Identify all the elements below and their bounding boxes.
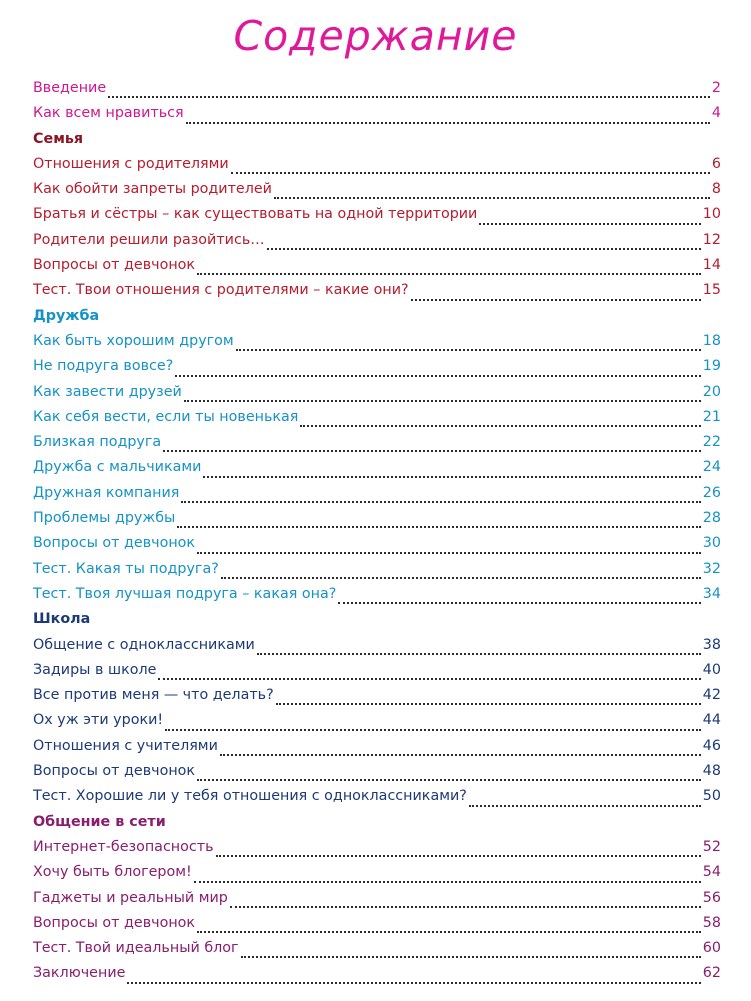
- toc-entry-page: 50: [702, 788, 721, 805]
- toc-entry-title: Как обойти запреты родителей: [33, 181, 272, 198]
- toc-entry-page: 42: [702, 687, 721, 704]
- toc-entry-title: Вопросы от девчонок: [33, 914, 196, 931]
- toc-entry-title: Братья и сёстры – как существовать на одной территории: [33, 206, 478, 223]
- dot-leader: [411, 279, 701, 301]
- toc-entry-title: Проблемы дружбы: [33, 510, 176, 527]
- toc-entry-page: 12: [702, 231, 721, 248]
- toc-entry-page: 32: [702, 560, 721, 577]
- toc-entry[interactable]: [33, 177, 721, 202]
- toc-entry-page: 52: [702, 838, 721, 855]
- toc-entry-title: Дружба с мальчиками: [33, 459, 202, 476]
- toc-entry[interactable]: [33, 633, 721, 658]
- toc-entry[interactable]: [33, 784, 721, 809]
- toc-entry-title: Гаджеты и реальный мир: [33, 889, 228, 906]
- toc-entry-page: 15: [702, 282, 721, 299]
- toc-entry-page: 44: [702, 712, 721, 729]
- toc-entry-title: Общение с одноклассниками: [33, 636, 255, 653]
- toc-entry[interactable]: [33, 152, 721, 177]
- toc-entry[interactable]: [33, 531, 721, 556]
- toc-entry-page: 19: [702, 358, 721, 375]
- dot-leader: [230, 886, 701, 908]
- toc-entry[interactable]: [33, 405, 721, 430]
- toc-entry-page: 18: [702, 332, 721, 349]
- toc-entry[interactable]: [33, 911, 721, 936]
- toc-entry-page: 28: [702, 510, 721, 527]
- toc-entry-page: 2: [711, 80, 721, 96]
- dot-leader: [194, 861, 701, 883]
- toc-entry-page: 20: [702, 383, 721, 400]
- toc-entry-title: Родители решили разойтись…: [33, 231, 265, 248]
- toc-entry-page: 6: [711, 155, 721, 172]
- toc-entry[interactable]: [33, 253, 721, 278]
- toc-entry[interactable]: [33, 228, 721, 253]
- dot-leader: [338, 582, 700, 604]
- dot-leader: [197, 253, 701, 275]
- toc-entry-title: Ох уж эти уроки!: [33, 712, 164, 729]
- dot-leader: [220, 734, 701, 756]
- toc-entry-title: Заключение: [33, 965, 126, 982]
- dot-leader: [241, 936, 701, 958]
- toc-entry[interactable]: [33, 860, 721, 885]
- toc-entry-title: Тест. Твоя лучшая подруга – какая она?: [33, 585, 337, 602]
- toc-entry-page: 8: [711, 181, 721, 198]
- toc-entry-title: Вопросы от девчонок: [33, 535, 196, 552]
- dot-leader: [231, 152, 710, 174]
- section-heading: Семья: [33, 130, 84, 147]
- toc-entry-page: 62: [702, 965, 721, 982]
- dot-leader: [216, 835, 701, 857]
- toc-entry-title: Интернет-безопасность: [33, 838, 214, 855]
- toc-entry[interactable]: [33, 582, 721, 607]
- toc-entry-title: Все против меня — что делать?: [33, 687, 274, 704]
- toc-entry[interactable]: [33, 734, 721, 759]
- toc-entry[interactable]: [33, 886, 721, 911]
- section-heading: Общение в сети: [33, 813, 166, 830]
- toc-entry[interactable]: [33, 455, 721, 480]
- dot-leader: [184, 380, 701, 402]
- dot-leader: [158, 658, 700, 680]
- toc-entry-page: 26: [702, 484, 721, 501]
- toc-entry[interactable]: [33, 936, 721, 961]
- toc-entry-page: 48: [702, 763, 721, 780]
- toc-entry[interactable]: [33, 430, 721, 455]
- toc-entry-title: Задиры в школе: [33, 661, 157, 678]
- toc-entry[interactable]: [33, 506, 721, 531]
- toc-entry-page: 10: [702, 206, 721, 223]
- toc-entry-title: Хочу быть блогером!: [33, 864, 192, 881]
- dot-leader: [267, 228, 701, 250]
- toc-entry[interactable]: [33, 329, 721, 354]
- dot-leader: [479, 203, 700, 225]
- dot-leader: [300, 405, 700, 427]
- toc-entry-page: 38: [702, 636, 721, 653]
- toc-entry-title: Тест. Хорошие ли у тебя отношения с одноклассниками?: [33, 788, 467, 805]
- toc-entry-title: Отношения с родителями: [33, 155, 229, 172]
- toc-entry-title: Дружная компания: [33, 484, 180, 501]
- dot-leader: [276, 683, 701, 705]
- dot-leader: [274, 177, 710, 199]
- page-title: Содержание: [233, 12, 518, 60]
- toc-entry[interactable]: [33, 76, 721, 101]
- toc-entry[interactable]: [33, 278, 721, 303]
- toc-entry-page: 4: [711, 105, 721, 122]
- dot-leader: [236, 329, 701, 351]
- dot-leader: [165, 709, 701, 731]
- toc-entry-page: 24: [702, 459, 721, 476]
- dot-leader: [186, 102, 710, 124]
- dot-leader: [108, 76, 710, 98]
- toc-entry[interactable]: [33, 658, 721, 683]
- toc-entry[interactable]: [33, 759, 721, 784]
- toc-entry-title: Как быть хорошим другом: [33, 332, 234, 349]
- toc-entry[interactable]: [33, 961, 721, 986]
- section-heading: Дружба: [33, 307, 100, 324]
- toc-entry-title: Как всем нравиться: [33, 105, 184, 122]
- toc-entry[interactable]: [33, 708, 721, 733]
- toc-entry-page: 14: [702, 257, 721, 274]
- toc-entry-title: Отношения с учителями: [33, 737, 218, 754]
- dot-leader: [221, 557, 701, 579]
- toc-entry-page: 30: [702, 535, 721, 552]
- toc-entry-title: Не подруга вовсе?: [33, 358, 174, 375]
- toc-entry-page: 22: [702, 434, 721, 451]
- toc-entry[interactable]: [33, 380, 721, 405]
- toc-entry-page: 58: [702, 914, 721, 931]
- dot-leader: [197, 911, 701, 933]
- toc-entry[interactable]: [33, 835, 721, 860]
- dot-leader: [197, 759, 701, 781]
- toc-entry-title: Тест. Какая ты подруга?: [33, 560, 219, 577]
- dot-leader: [175, 355, 701, 377]
- toc-entry-page: 40: [702, 661, 721, 678]
- toc-entry-page: 46: [702, 737, 721, 754]
- toc-entry[interactable]: [33, 557, 721, 582]
- toc-entry-title: Как себя вести, если ты новенькая: [33, 408, 299, 425]
- toc-entry[interactable]: [33, 354, 721, 379]
- dot-leader: [181, 481, 700, 503]
- toc-entry[interactable]: [33, 101, 721, 126]
- toc-entry[interactable]: [33, 202, 721, 227]
- toc-entry-page: 56: [702, 889, 721, 906]
- table-of-contents: [33, 76, 721, 987]
- dot-leader: [197, 532, 701, 554]
- toc-entry-title: Вопросы от девчонок: [33, 257, 196, 274]
- toc-entry-page: 60: [702, 940, 721, 957]
- dot-leader: [177, 506, 700, 528]
- dot-leader: [203, 456, 700, 478]
- dot-leader: [127, 962, 700, 984]
- dot-leader: [163, 430, 701, 452]
- toc-entry-title: Близкая подруга: [33, 434, 162, 451]
- toc-entry-page: 21: [702, 408, 721, 425]
- toc-entry[interactable]: [33, 683, 721, 708]
- dot-leader: [257, 633, 701, 655]
- toc-entry-title: Тест. Твой идеальный блог: [33, 940, 239, 957]
- toc-entry-title: Тест. Твои отношения с родителями – какие они?: [33, 282, 409, 299]
- toc-entry-page: 54: [702, 864, 721, 881]
- toc-entry-title: Как завести друзей: [33, 383, 182, 400]
- dot-leader: [469, 785, 701, 807]
- toc-entry-page: 34: [702, 585, 721, 602]
- toc-entry-title: Введение: [33, 80, 107, 96]
- toc-entry[interactable]: [33, 481, 721, 506]
- section-heading: Школа: [33, 611, 91, 628]
- toc-entry-title: Вопросы от девчонок: [33, 763, 196, 780]
